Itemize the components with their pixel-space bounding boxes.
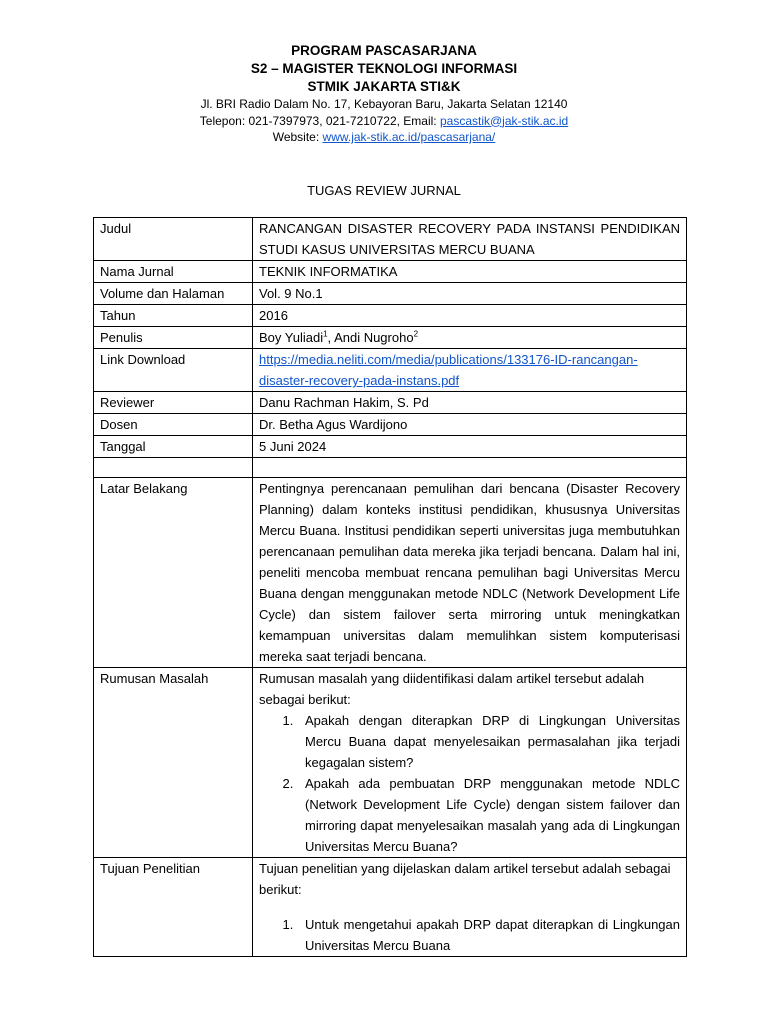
problem-cell	[253, 668, 687, 858]
program-title: PROGRAM PASCASARJANA	[291, 43, 477, 58]
problem-intro: Rumusan masalah yang diidentifikasi dalam artikel tersebut adalah sebagai berikut:	[259, 671, 645, 707]
row-label: Latar Belakang	[94, 478, 253, 668]
row-label: Judul	[94, 218, 253, 261]
background-text: Pentingnya perencanaan pemulihan dari bencana (Disaster Recovery Planning) dalam konteks institusi pendidikan, khususnya Universitas Mercu Buana. Institusi pendidikan seperti universitas juga membutuhkan perencanaan pemulihan data mereka jika terjadi bencana. Dalam hal ini, peneliti mencoba membuat rencana pemulihan bagi Universitas Mercu Buana dengan menggunakan metode NDLC (Network Development Life Cycle) dan sistem failover serta mirroring untuk meningkatkan kemampuan universitas dalam memulihkan sistem komputerisasi mereka saat terjadi bencana.	[253, 478, 687, 668]
list-item: 1. Apakah dengan diterapkan DRP di Lingkungan Universitas Mercu Buana dapat menyelesaikan permasalahan jika terjadi kegagalan sistem?	[297, 710, 680, 773]
download-link-cell	[253, 349, 687, 392]
table-row-penulis	[94, 327, 687, 349]
objective-intro: Tujuan penelitian yang dijelaskan dalam artikel tersebut adalah sebagai berikut:	[259, 861, 671, 897]
contact-line	[0, 113, 768, 130]
author-2-affiliation: 2	[413, 329, 419, 339]
review-table	[93, 217, 687, 957]
row-label: Rumusan Masalah	[94, 668, 253, 858]
row-label: Tanggal	[94, 436, 253, 458]
row-label: Reviewer	[94, 392, 253, 414]
row-label: Link Download	[94, 349, 253, 392]
spacer	[259, 900, 680, 914]
list-item: 1. Untuk mengetahui apakah DRP dapat diterapkan di Lingkungan Universitas Mercu Buana	[297, 914, 680, 956]
table-row-link	[94, 349, 687, 392]
lecturer-value: Dr. Betha Agus Wardijono	[253, 414, 687, 436]
phone-text: Telepon: 021-7397973, 021-7210722, Email:	[199, 113, 440, 128]
download-link[interactable]: https://media.neliti.com/media/publications/133176-ID-rancangan-disaster-recovery-pada-instans.pdf	[259, 352, 638, 388]
website-label: Website:	[272, 130, 323, 144]
table-row-volume	[94, 283, 687, 305]
website-link[interactable]: www.jak-stik.ac.id/pascasarjana/	[322, 130, 496, 144]
row-label: Volume dan Halaman	[94, 283, 253, 305]
document-title: TUGAS REVIEW JURNAL	[307, 183, 461, 198]
list-item: 2. Apakah ada pembuatan DRP menggunakan metode NDLC (Network Development Life Cycle) dengan sistem failover dan mirroring dapat menyelesaikan masalah yang ada di Lingkungan Universitas Mercu Buana?	[297, 773, 680, 857]
table-row-rumusan-masalah	[94, 668, 687, 858]
authors-value	[253, 327, 687, 349]
objective-list	[259, 914, 680, 956]
table-row-tanggal	[94, 436, 687, 458]
table-row-judul	[94, 218, 687, 261]
author-2: Andi Nugroho	[334, 330, 414, 345]
row-label: Dosen	[94, 414, 253, 436]
program-subtitle: S2 – MAGISTER TEKNOLOGI INFORMASI	[250, 61, 518, 76]
institution-name: STMIK JAKARTA STI&K	[307, 79, 461, 94]
year-value: 2016	[253, 305, 687, 327]
row-label: Penulis	[94, 327, 253, 349]
table-row-tahun	[94, 305, 687, 327]
objective-cell	[253, 858, 687, 957]
table-row-dosen	[94, 414, 687, 436]
journal-name-value: TEKNIK INFORMATIKA	[253, 261, 687, 283]
address-line: Jl. BRI Radio Dalam No. 17, Kebayoran Baru, Jakarta Selatan 12140	[200, 97, 568, 111]
author-1: Boy Yuliadi	[259, 330, 324, 345]
row-label: Tujuan Penelitian	[94, 858, 253, 957]
table-row-nama-jurnal	[94, 261, 687, 283]
email-link[interactable]: pascastik@jak-stik.ac.id	[439, 113, 569, 128]
table-row-tujuan-penelitian	[94, 858, 687, 957]
author-separator: ,	[327, 330, 335, 345]
volume-value: Vol. 9 No.1	[253, 283, 687, 305]
date-value: 5 Juni 2024	[253, 436, 687, 458]
table-row-reviewer	[94, 392, 687, 414]
letterhead	[0, 42, 768, 146]
row-label: Nama Jurnal	[94, 261, 253, 283]
row-label: Tahun	[94, 305, 253, 327]
reviewer-value: Danu Rachman Hakim, S. Pd	[253, 392, 687, 414]
table-row-empty	[94, 458, 687, 478]
empty-cell	[253, 458, 687, 478]
empty-cell	[94, 458, 253, 478]
problem-list	[259, 710, 680, 857]
table-row-latar-belakang	[94, 478, 687, 668]
title-value: RANCANGAN DISASTER RECOVERY PADA INSTANSI PENDIDIKAN STUDI KASUS UNIVERSITAS MERCU BUANA	[253, 218, 687, 261]
author-1-affiliation: 1	[323, 329, 328, 339]
website-line	[0, 129, 768, 146]
